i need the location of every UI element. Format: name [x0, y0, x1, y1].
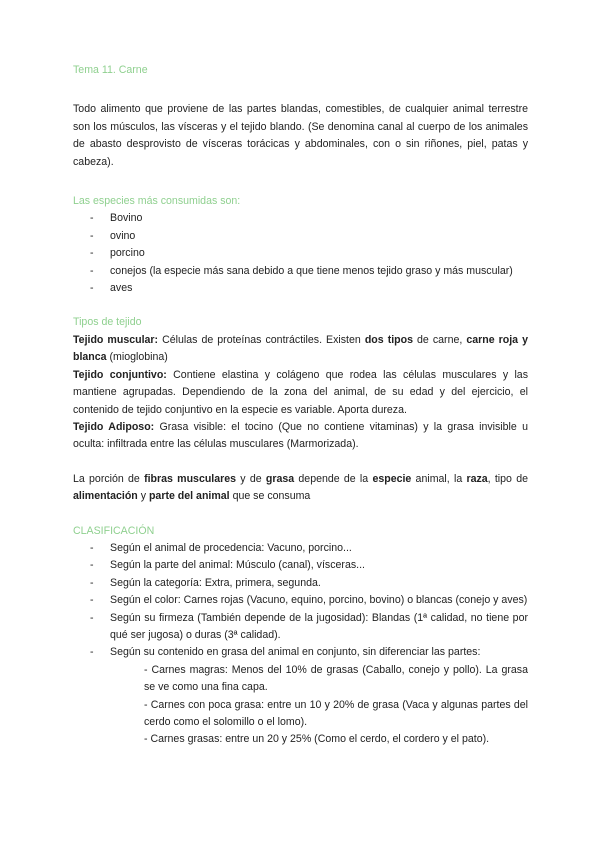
species-list: [73, 210, 528, 297]
text-span: depende de la: [294, 472, 373, 485]
list-item: - Según el color: Carnes rojas (Vacuno, equino, porcino, bovino) o blancas (conejo y aves): [73, 592, 528, 609]
portion-paragraph: [73, 471, 528, 506]
sub-item: - Carnes grasas: entre un 20 y 25% (Como el cerdo, el cordero y el pato).: [144, 733, 490, 746]
text-span: , tipo de: [487, 472, 528, 485]
sub-item: - Carnes magras: Menos del 10% de grasas (Caballo, conejo y pollo). La grasa se ve como una fina capa.: [144, 663, 528, 694]
classification-list: [73, 540, 528, 662]
text-span: de carne,: [413, 333, 467, 346]
tissue-adiposo-label: Tejido Adiposo:: [73, 420, 155, 433]
page-title: Tema 11. Carne: [73, 64, 148, 76]
bold-span: grasa: [265, 472, 295, 485]
bold-span: raza: [466, 472, 488, 485]
tissue-adiposo: [73, 419, 528, 454]
list-item: - Bovino: [73, 210, 528, 227]
text-span: y: [137, 490, 149, 503]
list-item: - porcino: [73, 245, 528, 262]
list-item: - Según su firmeza (También depende de la jugosidad): Blandas (1ª calidad, no tiene por qué ser jugosa) o duras (3ª calidad).: [73, 610, 528, 645]
list-item: - Según la parte del animal: Músculo (canal), vísceras...: [73, 557, 528, 574]
tissue-conjuntivo-label: Tejido conjuntivo:: [73, 368, 167, 381]
bold-span: parte del animal: [148, 490, 230, 503]
bold-span: fibras musculares: [144, 472, 237, 485]
tissue-muscular-label: Tejido muscular:: [73, 333, 159, 346]
text-span: (mioglobina): [106, 351, 168, 364]
list-item: - conejos (la especie más sana debido a que tiene menos tejido graso y más muscular): [73, 263, 528, 280]
bold-span: carne roja y blanca: [73, 333, 528, 364]
tissue-conjuntivo: [73, 367, 528, 419]
list-item: - ovino: [73, 228, 528, 245]
text-span: Grasa visible: el tocino (Que no contiene vitaminas) y la grasa invisible u oculta: infiltrada entre las células musculares (Marmorizada).: [73, 420, 528, 451]
text-span: Contiene elastina y colágeno que rodea las células musculares y las mantiene agrupadas. Dependiendo de la zona del animal, de su edad y del ejercicio, el contenido de tejido conjuntivo en la especie es variable. Aporta dureza.: [73, 368, 528, 416]
bold-span: alimentación: [73, 490, 138, 503]
list-item: - aves: [73, 280, 528, 297]
document-page: [73, 62, 528, 749]
list-item: - Según la categoría: Extra, primera, segunda.: [73, 575, 528, 592]
species-heading: Las especies más consumidas son:: [73, 195, 241, 208]
text-span: Células de proteínas contráctiles. Existen: [158, 333, 365, 346]
bold-span: dos tipos: [364, 333, 413, 346]
tissue-muscular: [73, 332, 528, 367]
text-span: que se consuma: [229, 490, 311, 503]
sub-item: - Carnes con poca grasa: entre un 10 y 20% de grasa (Vaca y algunas partes del cerdo como el solomillo o el lomo).: [144, 698, 528, 728]
tissue-heading: Tipos de tejido: [73, 316, 142, 329]
list-item: - Según el animal de procedencia: Vacuno, porcino...: [73, 540, 528, 557]
classification-heading: CLASIFICACIÓN: [73, 524, 155, 537]
text-span: La porción de: [73, 472, 145, 485]
bold-span: especie: [372, 472, 412, 485]
list-item: - Según su contenido en grasa del animal en conjunto, sin diferenciar las partes:: [73, 644, 528, 661]
text-span: animal, la: [411, 472, 467, 485]
text-span: y de: [236, 472, 266, 485]
intro-paragraph: Todo alimento que proviene de las partes blandas, comestibles, de cualquier animal terrestre son los músculos, las vísceras y el tejido blando. (Se denomina canal al cuerpo de los animales de abasto desprovisto de vísceras torácicas y abdominales, con o sin riñones, piel, patas y cabeza).: [73, 103, 528, 168]
